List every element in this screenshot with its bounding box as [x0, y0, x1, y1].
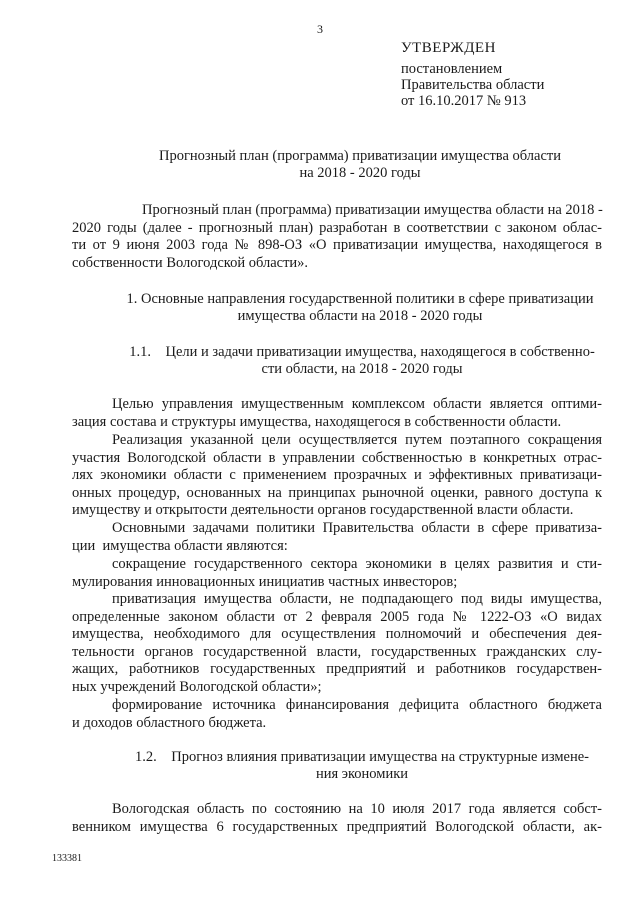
text-line: ции имущества области являются: [72, 537, 288, 554]
text-line: имуществу и открытости деятельности органов государственной власти области. [72, 502, 574, 519]
implementation-paragraph [72, 432, 602, 520]
text-line: приватизация имущества области, не подпадающего под виды имущества, [112, 591, 602, 607]
section-1-heading [110, 291, 610, 325]
text-line: венником имущества 6 государственных предприятий Вологодской области, ак- [72, 818, 602, 835]
task-1-paragraph [72, 556, 602, 591]
text-line: имущества, необходимого для осуществления полномочий и обеспечения дея- [72, 626, 602, 643]
approval-line: Правительства области [401, 77, 545, 93]
heading-line: 1. Основные направления государственной политики в сфере приватизации [126, 291, 594, 307]
heading-line: 1.1. Цели и задачи приватизации имущества, находящегося в собственно- [129, 344, 595, 360]
task-3-paragraph [72, 697, 602, 732]
text-line: Целью управления имущественным комплексом области является оптими- [112, 396, 602, 412]
text-line: сокращение государственного сектора экономики в целях развития и сти- [112, 556, 602, 572]
text-line: Вологодская область по состоянию на 10 июля 2017 года является собст- [112, 801, 602, 817]
section-1-1-heading [112, 344, 612, 378]
text-line: Реализация указанной цели осуществляется путем поэтапного сокращения [112, 432, 602, 448]
document-code: 133381 [52, 853, 82, 864]
text-line: определенные законом области от 2 февраля 2005 года № 1222-ОЗ «О видах [72, 608, 602, 625]
text-line: участия Вологодской области в управлении собственностью в конкретных отрас- [72, 449, 602, 466]
task-2-paragraph [72, 591, 602, 697]
text-line: мулирования инновационных инициатив частных инвесторов; [72, 573, 458, 590]
text-line: лях экономики области с применением прозрачных и эффективных приватизаци- [72, 467, 602, 484]
text-line: и доходов областного бюджета. [72, 714, 267, 731]
approval-line: постановлением [401, 61, 503, 77]
text-line: онных процедур, основанных на принципах рыночной оценки, равного доступа к [72, 484, 602, 501]
heading-line: имущества области на 2018 - 2020 годы [237, 308, 483, 324]
heading-line: сти области, на 2018 - 2020 годы [261, 361, 463, 377]
text-line: формирование источника финансирования дефицита областного бюджета [112, 697, 602, 713]
approval-title: УТВЕРЖДЕН [401, 40, 496, 56]
tasks-intro-paragraph [72, 520, 602, 555]
title-line: Прогнозный план (программа) приватизации имущества области [159, 148, 561, 164]
text-line: 2020 годы (далее - прогнозный план) разработан в соответствии с законом облас- [72, 219, 602, 236]
text-line: Прогнозный план (программа) приватизации имущества области на 2018 - [142, 202, 603, 218]
section-1-2-heading [112, 749, 612, 783]
forecast-paragraph [72, 801, 602, 836]
heading-line: ния экономики [315, 766, 409, 782]
text-line: зация состава и структуры имущества, находящегося в собственности области. [72, 413, 562, 430]
heading-line: 1.2. Прогноз влияния приватизации имущества на структурные измене- [134, 749, 589, 765]
text-line: ти от 9 июня 2003 года № 898-ОЗ «О приватизации имущества, находящегося в [72, 237, 602, 254]
approval-line: от 16.10.2017 № 913 [401, 93, 527, 109]
page-number: 3 [317, 22, 323, 36]
text-line: собственности Вологодской области». [72, 254, 309, 271]
text-line: ных учреждений Вологодской области»; [72, 678, 322, 695]
document-title [140, 148, 580, 182]
approval-stamp [401, 40, 544, 109]
text-line: тельности органов государственной власти, государственных гражданских слу- [72, 643, 602, 660]
title-line: на 2018 - 2020 годы [299, 165, 421, 181]
text-line: жащих, работников государственных предприятий и работников государствен- [72, 661, 602, 678]
goal-paragraph [72, 396, 602, 431]
text-line: Основными задачами политики Правительства области в сфере приватиза- [112, 520, 602, 536]
intro-paragraph [72, 202, 602, 272]
